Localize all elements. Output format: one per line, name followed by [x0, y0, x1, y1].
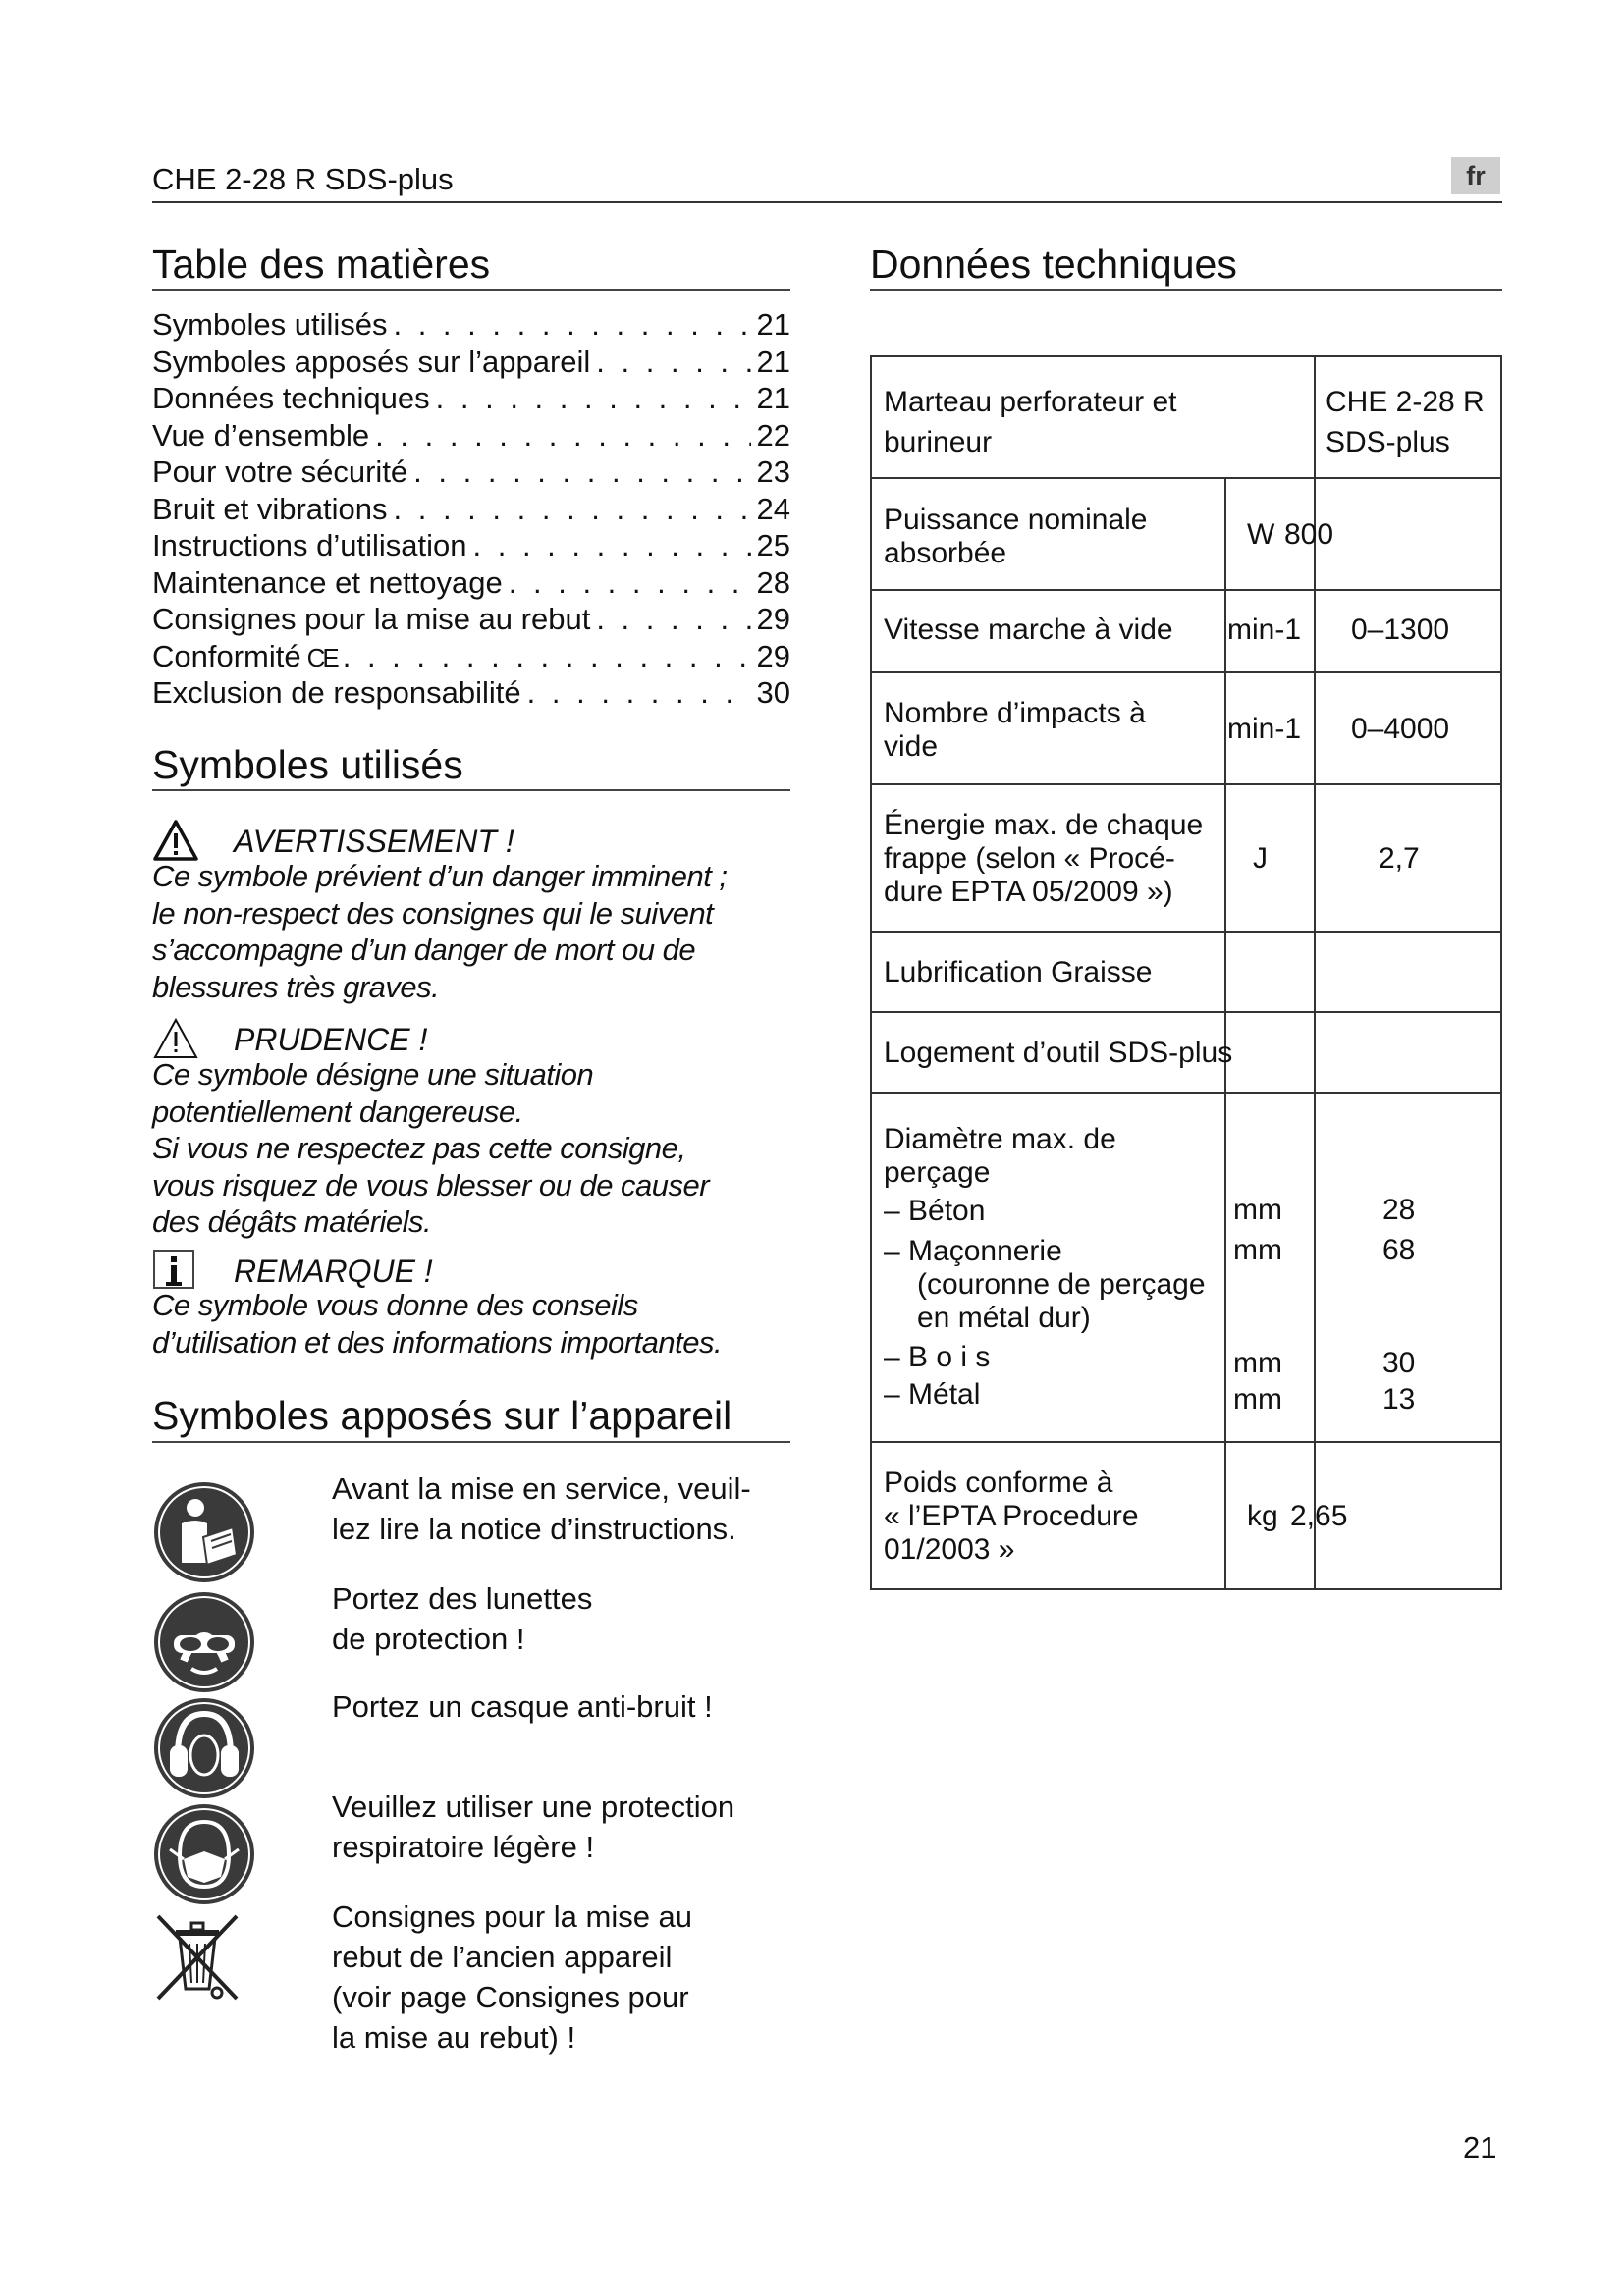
table-row-unit: min-1: [1227, 713, 1302, 745]
table-row-unit: kg: [1247, 1500, 1278, 1532]
applied-text-ear: Portez un casque anti-bruit !: [332, 1689, 713, 1724]
tech-heading: Données techniques: [870, 241, 1237, 287]
ear-protection-icon: [152, 1696, 256, 1800]
table-hline: [872, 477, 1500, 479]
table-row-unit: W: [1247, 518, 1275, 551]
table-hline: [872, 589, 1500, 591]
caution-text: Ce symbole désigne une situation potentiellement dangereuse. Si vous ne respectez pas cette consigne, vous risquez de vous blesser ou de causer des dégâts matériels.: [152, 1057, 710, 1239]
applied-text-disposal: Consignes pour la mise au rebut de l’ancien appareil (voir page Consignes pour la mise au rebut) !: [332, 1899, 693, 2055]
info-note-icon: [152, 1249, 195, 1290]
table-row-label: Puissance nominale absorbée: [884, 504, 1148, 569]
table-row-value: 68: [1382, 1234, 1416, 1266]
table-row-label: Énergie max. de chaque frappe (selon « Procé- dure EPTA 05/2009 »): [884, 809, 1204, 908]
table-row-unit: mm: [1233, 1234, 1282, 1266]
toc-item[interactable]: Données techniques . . . 21: [152, 380, 790, 417]
table-row-label: Logement d’outil SDS-plus: [884, 1037, 1233, 1069]
table-row-value: 2,7: [1379, 842, 1420, 875]
toc-item[interactable]: Conformité CE . . . 29: [152, 638, 790, 675]
tech-heading-rule: [870, 289, 1502, 291]
toc-item[interactable]: Pour votre sécurité . . . 23: [152, 454, 790, 491]
page-number: 21: [1463, 2130, 1497, 2164]
caution-title: PRUDENCE !: [234, 1022, 428, 1057]
warning-title: AVERTISSEMENT !: [234, 824, 514, 859]
table-hline: [872, 783, 1500, 785]
table-row-value: 28: [1382, 1194, 1416, 1226]
table-row-unit: mm: [1233, 1194, 1282, 1226]
table-row-value: 13: [1382, 1383, 1416, 1415]
table-row-value: 30: [1382, 1347, 1416, 1379]
toc-item[interactable]: Instructions d’utilisation . . . 25: [152, 527, 790, 564]
table-vline-unit: [1224, 477, 1226, 1588]
safety-goggles-icon: [152, 1590, 256, 1694]
table-row-label: Diamètre max. de perçage – Béton – Maçonnerie (couronne de perçage en métal dur) – B o i s – Métal: [884, 1123, 1206, 1411]
table-hline: [872, 671, 1500, 673]
symbols-applied-heading: Symboles apposés sur l’appareil: [152, 1393, 732, 1438]
language-badge: fr: [1451, 157, 1500, 194]
symbols-applied-rule: [152, 1441, 790, 1443]
table-row-unit: mm: [1233, 1383, 1282, 1415]
toc-item[interactable]: Consignes pour la mise au rebut . . . 29: [152, 601, 790, 638]
symbols-used-rule: [152, 789, 790, 791]
ce-mark-icon: CE: [306, 642, 337, 672]
table-hline: [872, 931, 1500, 933]
header-rule: [152, 201, 1502, 203]
table-row-value: 800: [1284, 518, 1334, 551]
toc-item[interactable]: Symboles apposés sur l’appareil . . . 21: [152, 344, 790, 381]
respiratory-mask-icon: [152, 1802, 256, 1906]
toc-heading-rule: [152, 289, 790, 291]
table-row-unit: J: [1253, 842, 1268, 875]
applied-text-manual: Avant la mise en service, veuil- lez lire la notice d’instructions.: [332, 1471, 751, 1546]
table-header-left: Marteau perforateur et burineur: [884, 386, 1177, 458]
tech-data-table: [870, 355, 1502, 1590]
toc-heading: Table des matières: [152, 241, 491, 287]
table-row-value: 0–4000: [1351, 713, 1450, 745]
table-header-right: CHE 2-28 R SDS-plus: [1326, 386, 1485, 458]
table-row-unit: mm: [1233, 1347, 1282, 1379]
table-hline: [872, 1011, 1500, 1013]
toc-item[interactable]: Vue d’ensemble . . . 22: [152, 417, 790, 454]
toc-item[interactable]: Maintenance et nettoyage . . . 28: [152, 564, 790, 602]
table-row-label: Lubrification Graisse: [884, 956, 1153, 988]
applied-text-respiratory: Veuillez utiliser une protection respiratoire légère !: [332, 1789, 735, 1864]
warning-text: Ce symbole prévient d’un danger imminent ; le non-respect des consignes qui le suivent s’accompagne d’un danger de mort ou de blessures très graves.: [152, 859, 728, 1004]
crossed-bin-icon: [152, 1910, 243, 2004]
note-title: REMARQUE !: [234, 1254, 433, 1289]
warning-triangle-icon: [152, 819, 199, 862]
toc-item[interactable]: Bruit et vibrations . . . 24: [152, 491, 790, 528]
table-hline: [872, 1092, 1500, 1094]
table-row-value: 0–1300: [1351, 614, 1450, 646]
table-row-value: 2,65: [1290, 1500, 1348, 1532]
table-row-label: Vitesse marche à vide: [884, 614, 1173, 646]
symbols-used-heading: Symboles utilisés: [152, 742, 463, 787]
note-text: Ce symbole vous donne des conseils d’utilisation et des informations importantes.: [152, 1288, 723, 1360]
table-row-label: Nombre d’impacts à vide: [884, 697, 1146, 763]
toc-item[interactable]: Symboles utilisés . . . 21: [152, 306, 790, 344]
toc-item[interactable]: Exclusion de responsabilité . . . 30: [152, 674, 790, 712]
caution-triangle-icon: [152, 1017, 199, 1060]
read-manual-icon: [152, 1480, 256, 1584]
table-row-label: Poids conforme à « l’EPTA Procedure 01/2003 »: [884, 1467, 1139, 1566]
table-hline: [872, 1441, 1500, 1443]
applied-text-goggles: Portez des lunettes de protection !: [332, 1581, 593, 1656]
header-title: CHE 2-28 R SDS-plus: [152, 162, 454, 196]
toc-list: [152, 306, 790, 712]
table-row-unit: min-1: [1227, 614, 1302, 646]
